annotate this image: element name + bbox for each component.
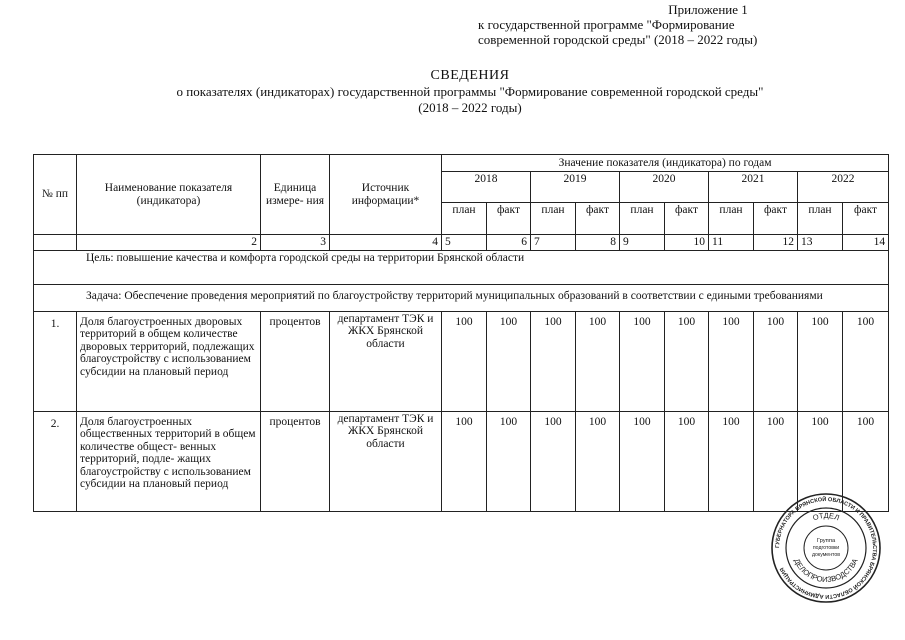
row-number: 2. — [34, 411, 77, 511]
header-unit: Единица измере- ния — [261, 155, 330, 235]
row-indicator-name: Доля благоустроенных дворовых территорий в общем количестве дворовых территорий, подлежащих благоустройству с использованием субсидии на плановый период — [77, 311, 261, 411]
row-value: 100 — [487, 311, 531, 411]
header-plan: план — [709, 203, 754, 235]
column-number-cell: 2 — [77, 235, 261, 251]
row-source: департамент ТЭК и ЖКХ Брянской области — [330, 411, 442, 511]
goal-row — [34, 250, 889, 284]
row-value: 100 — [531, 311, 576, 411]
appendix-line-3: современной городской среды" (2018 – 2022 годы) — [478, 32, 758, 47]
column-number-cell: 3 — [261, 235, 330, 251]
stamp-center-line-3: документов — [811, 552, 841, 558]
indicators-table — [33, 154, 889, 512]
header-name: Наименование показателя (индикатора) — [77, 155, 261, 235]
document-period: (2018 – 2022 годы) — [418, 100, 522, 115]
row-value: 100 — [709, 311, 754, 411]
row-value: 100 — [576, 411, 620, 511]
row-value: 100 — [442, 411, 487, 511]
column-number-cell: 5 — [442, 235, 487, 251]
header-row-1 — [34, 155, 889, 172]
column-number-cell: 11 — [709, 235, 754, 251]
header-fact: факт — [487, 203, 531, 235]
row-value: 100 — [798, 311, 843, 411]
header-year: 2022 — [798, 172, 889, 203]
column-number-cell: 8 — [576, 235, 620, 251]
row-value: 100 — [620, 411, 665, 511]
task-text: Задача: Обеспечение проведения мероприятий по благоустройству территорий муниципальных образований в соответствии с едиными требованиями — [34, 284, 889, 311]
row-indicator-name: Доля благоустроенных общественных территорий в общем количестве общест- венных территорий, подле- жащих благоустройству с использованием субсидии на плановый период — [77, 411, 261, 511]
row-unit: процентов — [261, 311, 330, 411]
row-source: департамент ТЭК и ЖКХ Брянской области — [330, 311, 442, 411]
stamp-center-line-1: Группа — [816, 538, 836, 544]
appendix-line-2: к государственной программе "Формирование — [478, 17, 735, 32]
header-fact: факт — [843, 203, 889, 235]
row-value: 100 — [576, 311, 620, 411]
row-value: 100 — [798, 411, 843, 511]
appendix-block — [478, 2, 898, 47]
row-value: 100 — [709, 411, 754, 511]
column-number-cell: 4 — [330, 235, 442, 251]
header-fact: факт — [576, 203, 620, 235]
row-value: 100 — [843, 311, 889, 411]
document-subtitle: о показателях (индикаторах) государственной программы "Формирование современной городской среды" — [176, 84, 764, 99]
column-number-row — [34, 235, 889, 251]
row-value: 100 — [843, 411, 889, 511]
stamp-outer-text: ГУБЕРНАТОРА БРЯНСКОЙ ОБЛАСТИ И ПРАВИТЕЛЬСТВА БРЯНСКОЙ ОБЛАСТИ АДМИНИСТРАЦИЯ — [774, 496, 878, 600]
appendix-title: Приложение 1 — [668, 2, 748, 17]
document-heading — [40, 68, 900, 116]
office-stamp — [770, 492, 882, 604]
stamp-ring-top-text: ОТДЕЛ — [811, 510, 841, 523]
header-year: 2018 — [442, 172, 531, 203]
header-year: 2021 — [709, 172, 798, 203]
stamp-ring-bottom-text: ДЕЛОПРОИЗВОДСТВА — [792, 557, 860, 585]
column-number-cell — [34, 235, 77, 251]
row-value: 100 — [487, 411, 531, 511]
row-value: 100 — [531, 411, 576, 511]
header-fact: факт — [754, 203, 798, 235]
row-value: 100 — [620, 311, 665, 411]
column-number-cell: 12 — [754, 235, 798, 251]
row-value: 100 — [442, 311, 487, 411]
header-plan: план — [531, 203, 576, 235]
column-number-cell: 14 — [843, 235, 889, 251]
table-row — [34, 311, 889, 411]
row-number: 1. — [34, 311, 77, 411]
row-value: 100 — [665, 311, 709, 411]
row-value: 100 — [754, 411, 798, 511]
header-num: № пп — [34, 155, 77, 235]
header-year: 2020 — [620, 172, 709, 203]
row-value: 100 — [665, 411, 709, 511]
goal-text: Цель: повышение качества и комфорта городской среды на территории Брянской области — [34, 250, 889, 284]
header-source: Источник информации* — [330, 155, 442, 235]
column-number-cell: 10 — [665, 235, 709, 251]
document-title: СВЕДЕНИЯ — [430, 68, 510, 83]
stamp-center-line-2: подготовки — [812, 545, 840, 551]
column-number-cell: 13 — [798, 235, 843, 251]
table-row — [34, 411, 889, 511]
column-number-cell: 9 — [620, 235, 665, 251]
task-row — [34, 284, 889, 311]
header-year: 2019 — [531, 172, 620, 203]
row-value: 100 — [754, 311, 798, 411]
header-fact: факт — [665, 203, 709, 235]
column-number-cell: 6 — [487, 235, 531, 251]
header-values-by-year: Значение показателя (индикатора) по годам — [442, 155, 889, 172]
header-plan: план — [442, 203, 487, 235]
header-plan: план — [620, 203, 665, 235]
row-unit: процентов — [261, 411, 330, 511]
header-plan: план — [798, 203, 843, 235]
column-number-cell: 7 — [531, 235, 576, 251]
